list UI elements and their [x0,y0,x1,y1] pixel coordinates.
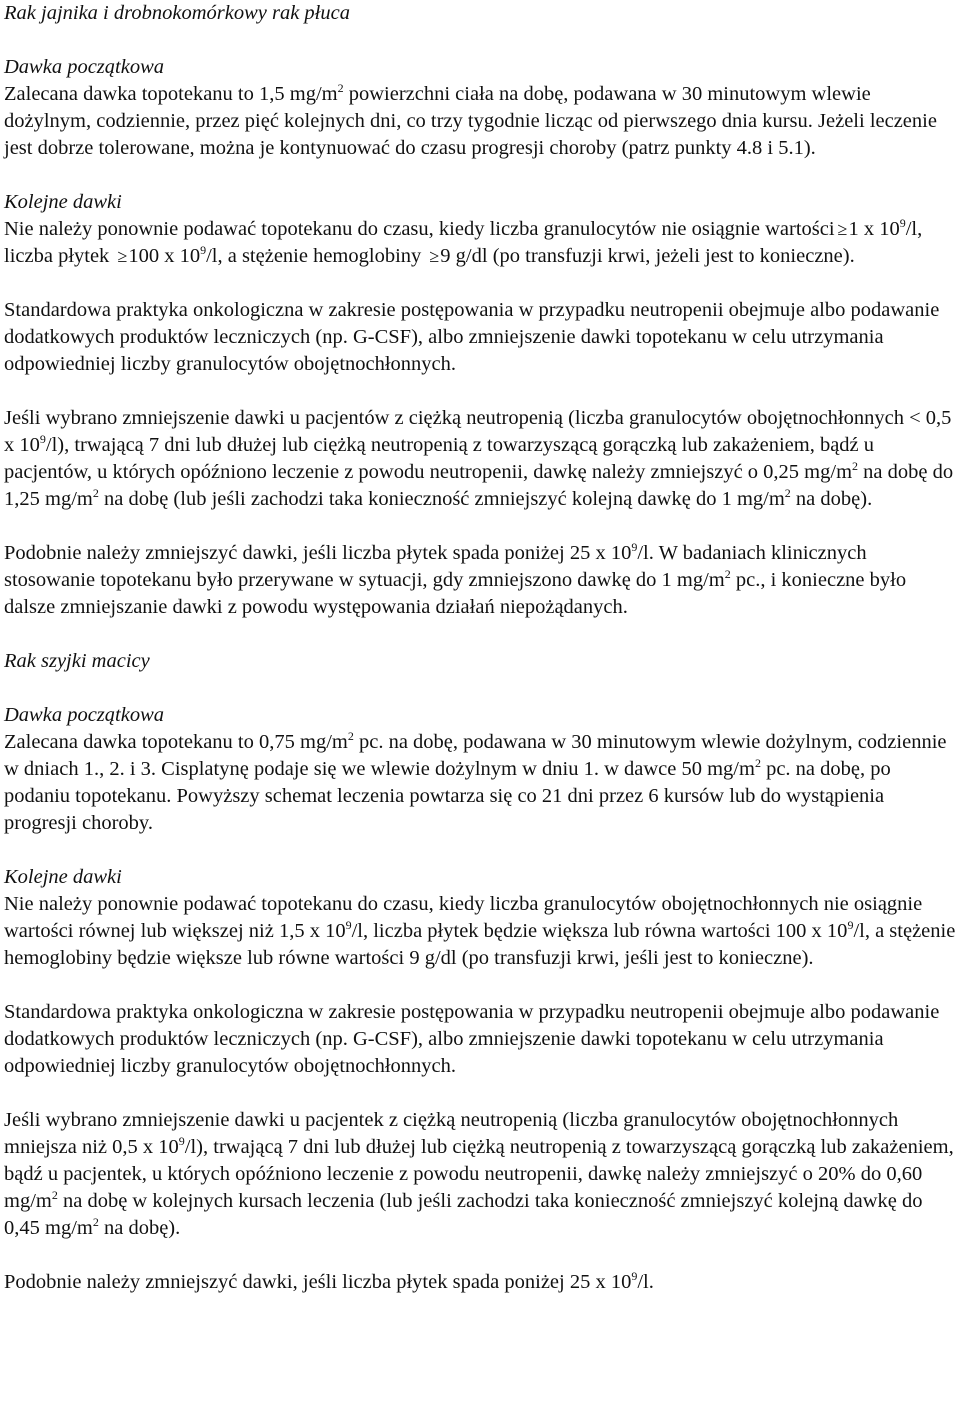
section-title-ovarian-sclc: Rak jajnika i drobnokomórkowy rak płuca [4,2,350,24]
text: na dobę (lub jeśli zachodzi taka konieczność zmniejszyć kolejną dawkę do 1 mg/m [98,488,785,510]
text: /l), trwającą 7 dni lub dłużej lub ciężką neutropenią z towarzyszącą gorączką lub zakażeniem, bądź u pacjentów, u których opóźniono leczenie z powodu neutropenii, dawkę należy zmniejszyć o 0,25 mg/m [4,434,875,483]
text: Nie należy ponownie podawać topotekanu do czasu, kiedy liczba granulocytów obojętnochłonnych nie osiągnie wartości równej lub większej niż 1,5 x 10 [4,893,923,942]
text: /l, a stężenie hemoglobiny [206,245,427,267]
paragraph-dose-reduction [4,1107,957,1242]
superscript: 2 [754,756,761,770]
text: 1 x 10 [848,218,900,240]
subheading-initial-dose: Dawka początkowa [4,56,164,78]
text: /l, liczba płytek będzie większa lub równa wartości 100 x 10 [351,920,848,942]
text: na dobę do 1,25 mg/m [4,461,954,510]
text: na dobę w kolejnych kursach leczenia (lub jeśli zachodzi taka konieczność zmniejszyć kolejną dawkę do 0,45 mg/m [4,1190,923,1239]
paragraph-platelets [4,1269,957,1296]
text: 100 x 10 [128,245,201,267]
paragraph-platelets [4,540,957,621]
paragraph-standard-practice: Standardowa praktyka onkologiczna w zakresie postępowania w przypadku neutropenii obejmuje albo podawanie dodatkowych produktów leczniczych (np. G-CSF), albo zmniejszenie dawki topotekanu w celu utrzymania odpowiedniej liczby granulocytów obojętnochłonnych. [4,1001,940,1077]
paragraph-dose-reduction [4,405,957,513]
greater-equal-symbol: ≥ [117,246,128,266]
superscript: 9 [345,918,352,932]
greater-equal-symbol: ≥ [837,219,848,239]
superscript: 9 [178,1134,185,1148]
superscript: 2 [337,81,344,95]
text: Zalecana dawka topotekanu to 0,75 mg/m [4,731,348,753]
text: Nie należy ponownie podawać topotekanu do czasu, kiedy liczba granulocytów nie osiągnie wartości [4,218,835,240]
text: /l. [637,1271,654,1293]
superscript: 2 [51,1188,58,1202]
superscript: 2 [92,486,99,500]
superscript: 9 [200,243,207,257]
superscript: 9 [39,432,46,446]
paragraph-initial-dose [4,54,957,162]
text: pc. na dobę, po podaniu topotekanu. Powyższy schemat leczenia powtarza się co 21 dni przez 6 kursów lub do wystąpienia progresji choroby. [4,758,891,834]
text: Podobnie należy zmniejszyć dawki, jeśli liczba płytek spada poniżej 25 x 10 [4,542,632,564]
text: powierzchni ciała na dobę, podawana w 30 minutowym wlewie dożylnym, codziennie, przez pięć kolejnych dni, co trzy tygodnie licząc od pierwszego dnia kursu. Jeżeli leczenie jest dobrze tolerowane, można je kontynuować do czasu progresji choroby (patrz punkty 4.8 i 5.1). [4,83,937,159]
superscript: 2 [852,459,859,473]
text: pc. na dobę, podawana w 30 minutowym wlewie dożylnym, codziennie w dniach 1., 2. i 3. Cisplatynę podaje się we wlewie dożylnym w dniu 1. w dawce 50 mg/m [4,731,947,780]
superscript: 2 [347,729,354,743]
greater-equal-symbol: ≥ [429,246,440,266]
text: /l, liczba płytek [4,218,923,267]
subheading-next-doses: Kolejne dawki [4,866,122,888]
paragraph-next-doses [4,864,957,972]
superscript: 2 [784,486,791,500]
text: /l, a stężenie hemoglobiny będzie większe lub równe wartości 9 g/dl (po transfuzji krwi, jeśli jest to konieczne). [4,920,956,969]
superscript: 9 [847,918,854,932]
text: pc., i konieczne było dalsze zmniejszanie dawki z powodu występowania działań niepożądanych. [4,569,907,618]
text: Jeśli wybrano zmniejszenie dawki u pacjentów z ciężką neutropenią (liczba granulocytów obojętnochłonnych < 0,5 x 10 [4,407,952,456]
text: Jeśli wybrano zmniejszenie dawki u pacjentek z ciężką neutropenią (liczba granulocytów obojętnochłonnych mniejsza niż 0,5 x 10 [4,1109,899,1158]
text: Podobnie należy zmniejszyć dawki, jeśli liczba płytek spada poniżej 25 x 10 [4,1271,632,1293]
text: na dobę). [790,488,873,510]
superscript: 2 [724,567,731,581]
paragraph-next-doses [4,189,957,270]
text: 9 g/dl (po transfuzji krwi, jeżeli jest to konieczne). [440,245,855,267]
superscript: 2 [92,1215,99,1229]
subheading-initial-dose: Dawka początkowa [4,704,164,726]
subheading-next-doses: Kolejne dawki [4,191,122,213]
paragraph-standard-practice: Standardowa praktyka onkologiczna w zakresie postępowania w przypadku neutropenii obejmuje albo podawanie dodatkowych produktów leczniczych (np. G-CSF), albo zmniejszenie dawki topotekanu w celu utrzymania odpowiedniej liczby granulocytów obojętnochłonnych. [4,299,940,375]
text: Zalecana dawka topotekanu to 1,5 mg/m [4,83,338,105]
text: /l. W badaniach klinicznych stosowanie topotekanu było przerywane w sytuacji, gdy zmniejszono dawkę do 1 mg/m [4,542,867,591]
paragraph-initial-dose [4,702,957,837]
section-title-cervical-cancer: Rak szyjki macicy [4,650,150,672]
superscript: 9 [631,1269,638,1283]
superscript: 9 [631,540,638,554]
superscript: 9 [899,216,906,230]
text: /l), trwającą 7 dni lub dłużej lub ciężką neutropenią z towarzyszącą gorączką lub zakażeniem, bądź u pacjentek, u których opóźniono leczenie z powodu neutropenii, dawkę należy zmniejszyć o 20% do 0,60 mg/m [4,1136,954,1212]
text: na dobę). [98,1217,181,1239]
